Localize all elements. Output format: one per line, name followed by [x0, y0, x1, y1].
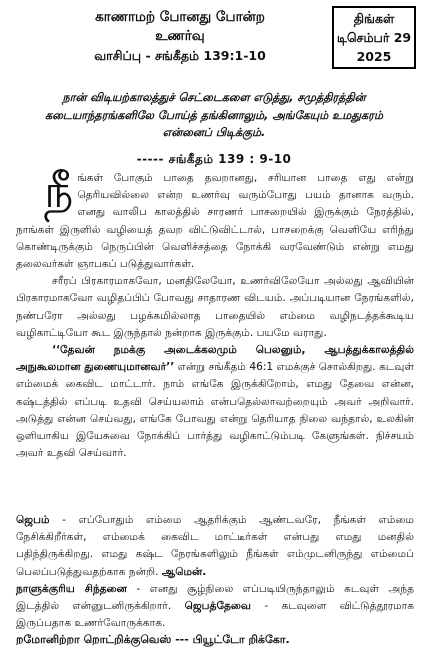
scripture-quote: ‘‘தேவன் நமக்கு அடைக்கலமும் பெலனும், ஆபத்துக்காலத்தில் அநுகூலமான துணையுமானவர்’’: [16, 344, 414, 374]
paragraph-1-text: ங்கள் போகும் பாதை தவறானது, சரியான பாதை எது என்று தெரியவில்லை என்ற உணர்வு வரும்போது பயம் தானாக வரும். எனது வாலிப காலத்தில் சாரணர் பாசறையில் இருக்கும் நேரத்தில், நாங்கள் இருளில் வழியைத் தவற விட்டுவிட்டால், பாசறைக்கு வெளியே எரிந்து கொண்டிருக்கும் நெருப்பின் வெளிச்சத்தை நோக்கி வரவேண்டும் என்று எமது தலைவர்கள் ஞாபகப் படுத்துவார்கள்.: [16, 172, 414, 271]
reading-reference: வாசிப்பு - சங்கீதம் 139:1-10: [94, 48, 266, 63]
thought-label: நாளுக்குரிய சிந்தனை: [16, 582, 127, 595]
thought-paragraph: [16, 581, 414, 633]
prayer-section: [16, 512, 414, 632]
amen-text: ஆமென்.: [161, 565, 207, 578]
key-verse: நான் விடியற்காலத்துச் செட்டைகளை எடுத்து, சமுத்திரத்தின் கடையாந்தரங்களிலே போய்த் தங்கினாலும், அங்கேயும் உமதுகரம் என்னைப் பிடிக்கும்.: [45, 91, 383, 139]
devotional-body: [16, 164, 415, 462]
drop-cap: நீ: [44, 164, 74, 218]
prayer-paragraph: [16, 512, 414, 581]
key-verse-reference: ----- சங்கீதம் 139 : 9-10: [136, 152, 292, 166]
prayer-text: - எப்போதும் எம்மை ஆதரிக்கும் ஆண்டவரே, நீங்கள் எம்மை நேசிக்கிறீர்கள், எம்மைக் கைவிட மாட்டீர்கள் என்பது எமது மனதில் பதிந்திருக்கிறது. எமது கஷ்ட நேரங்களிலும் நீங்கள் எம்முடனிருந்து எம்மைப் பெலப்படுத்துவதற்காக நன்றி.: [16, 514, 414, 578]
date-box: [332, 6, 416, 69]
paragraph-3: [16, 342, 414, 462]
prayer-need-text: - கடவுளை விட்டுத்தூரமாக இருப்பதாக உணர்வோருக்காக.: [16, 600, 415, 630]
paragraph-2: சரீரப் பிரகாரமாகவோ, மனதிலேயோ, உணர்விலேயோ அல்லது ஆவியின் பிரகாரமாகவோ வழிதப்பிப் போவது சாதாரண விடயம். அப்படியான நேரங்களில், நண்பரோ அல்லது பழக்கமில்லாத பாதையில் எம்மை வழிநடத்தக்கூடிய வழிகாட்டியோ கூட இருந்தால் நன்றாக இருக்கும். பயமே வராது.: [16, 275, 414, 339]
thought-text: - எனது சூழ்நிலை எப்படியிருந்தாலும் கடவுள் அந்த இடத்தில் என்னுடனிருக்கிறார்.: [16, 582, 414, 613]
devotional-title: [30, 8, 330, 46]
date-day: திங்கள்: [353, 11, 395, 26]
prayer-need-label: ஜெபத்தேவை: [184, 600, 252, 613]
paragraph-3-text: என்று சங்கீதம் 46:1 எமக்குச் சொல்கிறது. கடவுள் எம்மைக் கைவிட மாட்டார். நாம் எங்கே இருக்கிறோம், எமது தேவை என்ன, கஷ்டத்தில் எப்படி உதவி செய்யலாம் என்பதெல்லாவற்றையும் அவர் அறிவார். அடுத்து என்ன செய்வது, எங்கே போவது என்று தெரியாத நிலை வந்தால், உலகின் ஒளியாகிய இயேசுவை நோக்கிப் பார்த்து வழிகாட்டும்படி கேளுங்கள். நிச்சயம் அவர் உதவி செய்வார்.: [16, 361, 415, 460]
paragraph-1: [16, 164, 414, 273]
title-line-1: காணாமற் போனது போன்ற: [95, 9, 265, 25]
date-month-day: டிசெம்பர் 29: [336, 30, 412, 45]
date-year: 2025: [356, 49, 392, 64]
title-line-2: உணர்வு: [155, 28, 205, 44]
author-line: றமோனிற்றா றொட்றிக்குவெஸ் --- பியூட்டோ றிக்கோ.: [16, 633, 290, 646]
prayer-label: ஜெபம்: [16, 514, 50, 526]
